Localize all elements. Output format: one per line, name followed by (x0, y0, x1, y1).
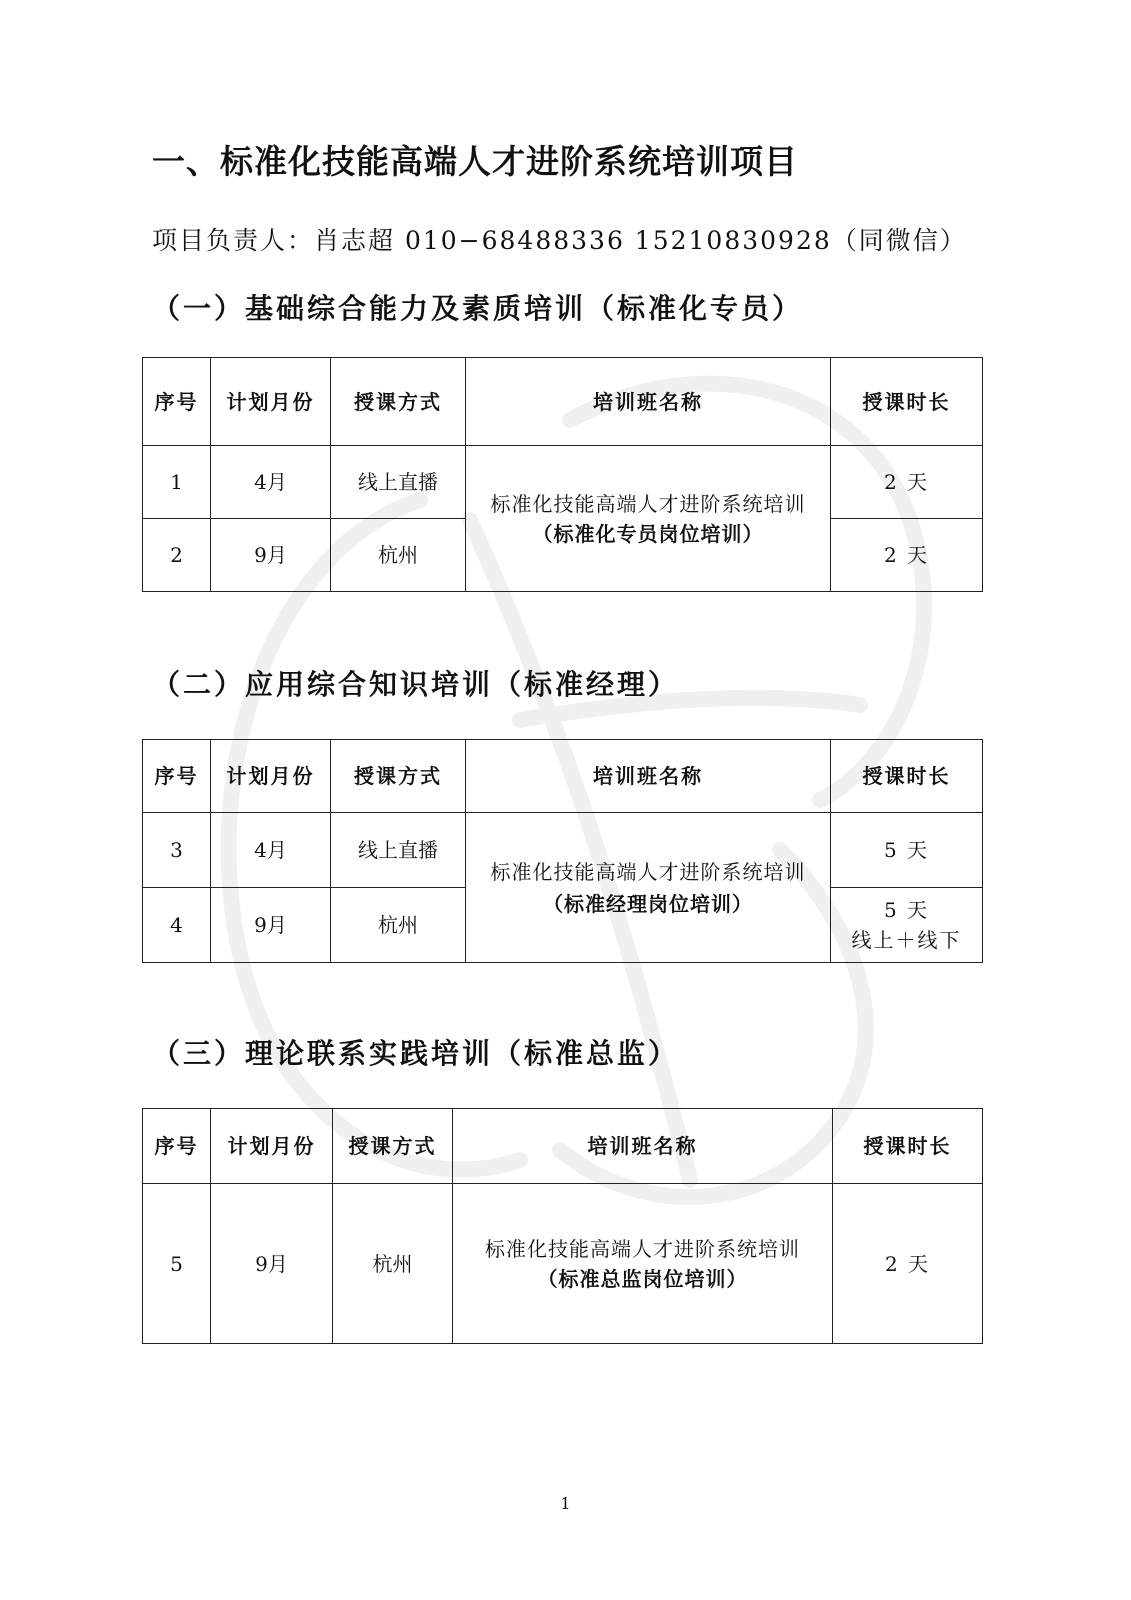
cell-no: 4 (143, 888, 211, 963)
table-header-row (143, 740, 983, 813)
table-header-row (143, 358, 983, 446)
header-no: 序号 (143, 740, 211, 813)
cell-month: 9月 (211, 1184, 333, 1344)
header-course-name: 培训班名称 (453, 1109, 833, 1184)
duration-format: 线上＋线下 (851, 928, 962, 952)
cell-duration (831, 446, 983, 519)
cell-duration (833, 1184, 983, 1344)
table-row (143, 1184, 983, 1344)
cell-no: 1 (143, 446, 211, 519)
cell-course-name (466, 813, 831, 963)
course-name: 标准化技能高端人才进阶系统培训 (490, 859, 806, 884)
header-course-name: 培训班名称 (466, 740, 831, 813)
header-duration: 授课时长 (833, 1109, 983, 1184)
schedule-table-3 (142, 1108, 983, 1344)
cell-mode: 杭州 (333, 1184, 453, 1344)
page-title: 一、标准化技能高端人才进阶系统培训项目 (152, 142, 798, 181)
header-month: 计划月份 (211, 358, 331, 446)
header-mode: 授课方式 (331, 740, 466, 813)
cell-mode: 线上直播 (331, 813, 466, 888)
duration-value: 5 天 (883, 898, 930, 922)
course-name: 标准化技能高端人才进阶系统培训 (490, 491, 806, 516)
header-course-name: 培训班名称 (466, 358, 831, 446)
cell-no: 2 (143, 519, 211, 592)
cell-course-name (466, 446, 831, 592)
course-note: （标准化专员岗位培训） (532, 521, 764, 546)
course-note: （标准经理岗位培训） (543, 891, 753, 916)
cell-month: 4月 (211, 446, 331, 519)
cell-mode: 杭州 (331, 888, 466, 963)
course-name: 标准化技能高端人才进阶系统培训 (485, 1236, 800, 1261)
cell-duration (831, 888, 983, 963)
table-row (143, 446, 983, 519)
table-row (143, 813, 983, 888)
page-number: 1 (560, 1494, 571, 1513)
section-heading-2: （二）应用综合知识培训（标准经理） (152, 668, 680, 701)
header-mode: 授课方式 (333, 1109, 453, 1184)
duration-value: 5 天 (883, 838, 930, 862)
duration-value: 2 天 (883, 543, 930, 567)
header-mode: 授课方式 (331, 358, 466, 446)
duration-value: 2 天 (884, 1251, 931, 1276)
table-header-row (143, 1109, 983, 1184)
header-month: 计划月份 (211, 1109, 333, 1184)
cell-month: 9月 (211, 519, 331, 592)
cell-duration (831, 519, 983, 592)
cell-month: 4月 (211, 813, 331, 888)
header-month: 计划月份 (211, 740, 331, 813)
cell-mode: 杭州 (331, 519, 466, 592)
cell-mode: 线上直播 (331, 446, 466, 519)
cell-duration (831, 813, 983, 888)
cell-month: 9月 (211, 888, 331, 963)
header-duration: 授课时长 (831, 358, 983, 446)
schedule-table-1 (142, 357, 983, 592)
header-duration: 授课时长 (831, 740, 983, 813)
duration-value: 2 天 (883, 470, 930, 494)
header-no: 序号 (143, 358, 211, 446)
section-heading-1: （一）基础综合能力及素质培训（标准化专员） (152, 292, 804, 325)
schedule-table-2 (142, 739, 983, 963)
cell-no: 3 (143, 813, 211, 888)
course-note: （标准总监岗位培训） (537, 1266, 748, 1291)
cell-course-name (453, 1184, 833, 1344)
header-no: 序号 (143, 1109, 211, 1184)
project-owner-line: 项目负责人：肖志超 010−68488336 15210830928（同微信） (152, 226, 967, 255)
section-heading-3: （三）理论联系实践培训（标准总监） (152, 1037, 680, 1070)
cell-no: 5 (143, 1184, 211, 1344)
